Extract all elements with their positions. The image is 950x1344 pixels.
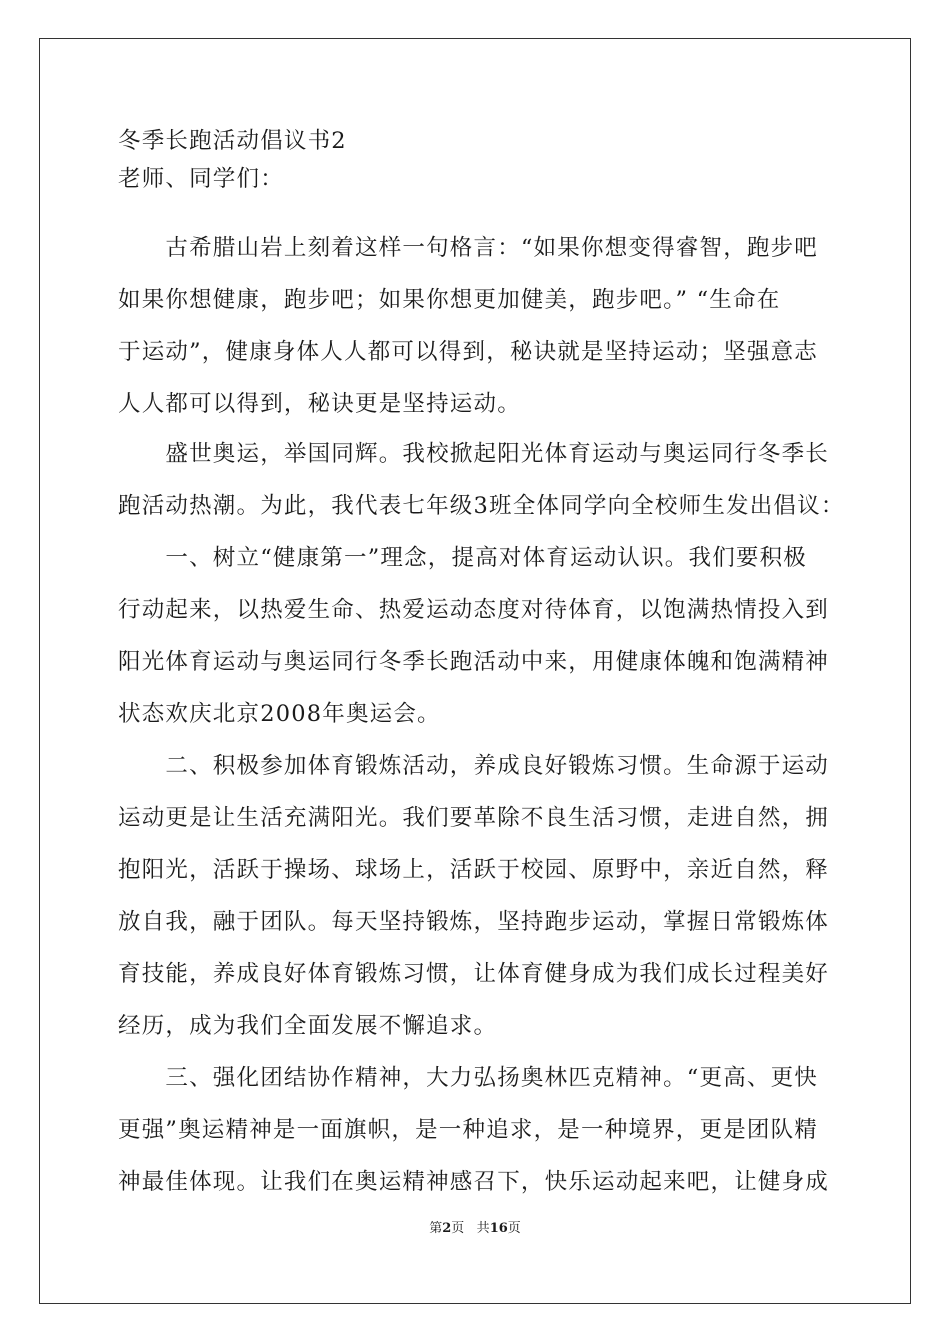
paragraph-line: 二、积极参加体育锻炼活动，养成良好锻炼习惯。生命源于运动 — [118, 753, 830, 779]
total-pages: 16 — [489, 1221, 508, 1236]
paragraph-line: 三、强化团结协作精神，大力弘扬奥林匹克精神。“更高、更快 — [118, 1065, 819, 1091]
paragraph-line: 盛世奥运，举国同辉。我校掀起阳光体育运动与奥运同行冬季长 — [118, 441, 830, 467]
page-footer — [0, 1220, 950, 1238]
paragraph-line: 阳光体育运动与奥运同行冬季长跑活动中来，用健康体魄和饱满精神 — [118, 649, 830, 675]
total-suffix: 页 — [507, 1221, 521, 1236]
page-suffix: 页 — [451, 1221, 465, 1236]
paragraph-line: 人人都可以得到，秘诀更是坚持运动。 — [118, 391, 521, 417]
paragraph-line: 跑活动热潮。为此，我代表七年级3班全体同学向全校师生发出倡议： — [118, 493, 845, 519]
paragraph-line: 更强”奥运精神是一面旗帜，是一种追求，是一种境界，更是团队精 — [118, 1117, 819, 1143]
paragraph-line: 于运动”，健康身体人人都可以得到，秘诀就是坚持运动；坚强意志 — [118, 339, 819, 365]
paragraph-line: 古希腊山岩上刻着这样一句格言：“如果你想变得睿智，跑步吧 — [118, 235, 819, 261]
paragraph-line: 神最佳体现。让我们在奥运精神感召下，快乐运动起来吧，让健身成 — [118, 1169, 830, 1195]
paragraph-line: 状态欢庆北京2008年奥运会。 — [118, 701, 441, 727]
paragraph-line: 一、树立“健康第一”理念，提高对体育运动认识。我们要积极 — [118, 545, 808, 571]
total-prefix: 共 — [476, 1221, 490, 1236]
paragraph-line: 行动起来，以热爱生命、热爱运动态度对待体育，以饱满热情投入到 — [118, 597, 830, 623]
paragraph-line: 如果你想健康，跑步吧；如果你想更加健美，跑步吧。” “生命在 — [118, 287, 781, 313]
salutation: 老师、同学们： — [118, 166, 284, 192]
page-prefix: 第 — [429, 1221, 443, 1236]
paragraph-line: 育技能，养成良好体育锻炼习惯，让体育健身成为我们成长过程美好 — [118, 961, 830, 987]
document-title: 冬季长跑活动倡议书2 — [118, 128, 347, 154]
page-number: 2 — [442, 1221, 452, 1236]
paragraph-line: 放自我，融于团队。每天坚持锻炼，坚持跑步运动，掌握日常锻炼体 — [118, 909, 830, 935]
paragraph-line: 经历，成为我们全面发展不懈追求。 — [118, 1013, 498, 1039]
paragraph-line: 抱阳光，活跃于操场、球场上，活跃于校园、原野中，亲近自然，释 — [118, 857, 830, 883]
paragraph-line: 运动更是让生活充满阳光。我们要革除不良生活习惯，走进自然，拥 — [118, 805, 830, 831]
